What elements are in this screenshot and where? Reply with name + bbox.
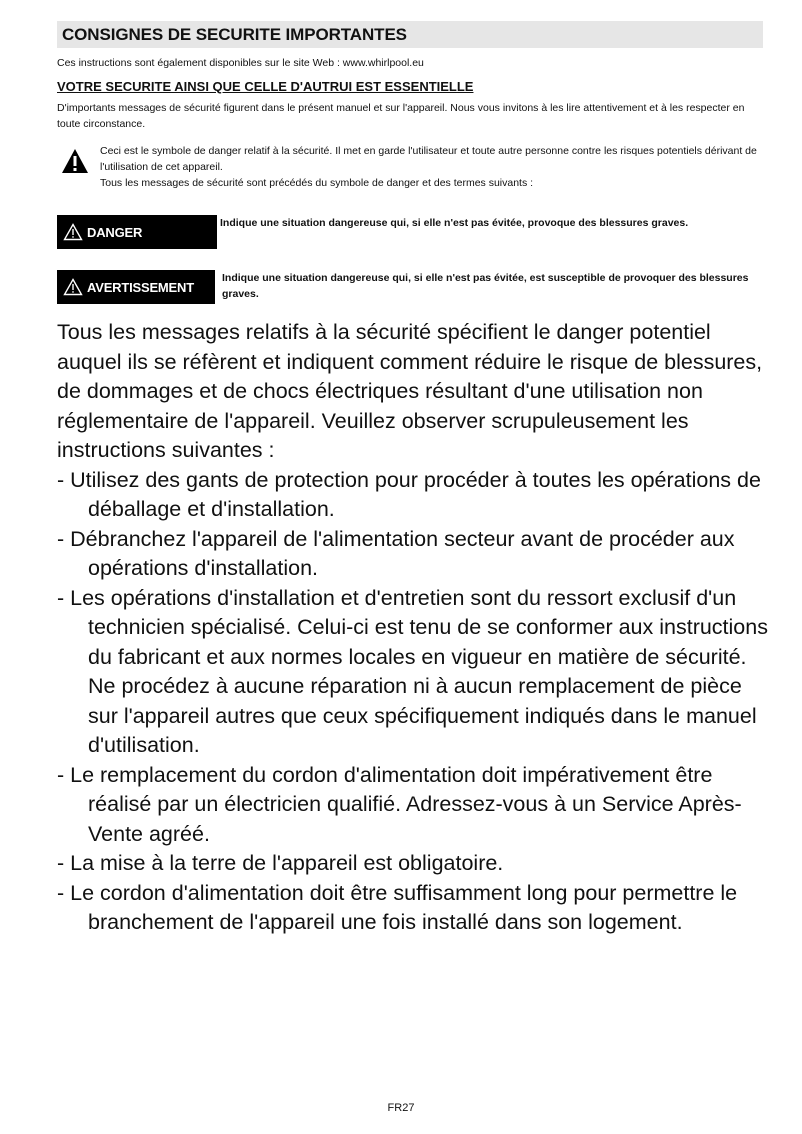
- warning-label: AVERTISSEMENT: [87, 279, 194, 295]
- warning-triangle-icon: [61, 147, 89, 175]
- warning-badge: [57, 270, 215, 304]
- instruction-item: - Utilisez des gants de protection pour procéder à toutes les opérations de déballage et d'installation.: [57, 467, 761, 521]
- instruction-item: - Débranchez l'appareil de l'alimentation secteur avant de procéder aux opérations d'installation.: [57, 526, 735, 580]
- intro-paragraph: D'importants messages de sécurité figurent dans le présent manuel et sur l'appareil. Nous vous invitons à les lire attentivement et à les respecter en toute circonstance.: [57, 102, 745, 130]
- symbol-description-line: Ceci est le symbole de danger relatif à la sécurité. Il met en garde l'utilisateur et toute autre personne contre les risques potentiels dérivant de l'utilisation de cet appareil.: [100, 145, 757, 173]
- page-title: CONSIGNES DE SECURITE IMPORTANTES: [62, 25, 407, 44]
- instruction-item: - La mise à la terre de l'appareil est obligatoire.: [57, 851, 504, 875]
- warning-triangle-icon: [63, 278, 83, 296]
- symbol-description-line: Tous les messages de sécurité sont précédés du symbole de danger et des termes suivants :: [100, 177, 534, 189]
- instruction-list: [57, 466, 777, 938]
- instruction-item: - Les opérations d'installation et d'entretien sont du ressort exclusif d'un technicien spécialisé. Celui-ci est tenu de se conformer aux instructions du fabricant et aux normes locales en vigueur en matière de sécurité. Ne procédez à aucune réparation ni à aucun remplacement de pièce sur l'appareil autres que ceux spécifiquement indiqués dans le manuel d'utilisation.: [57, 585, 768, 757]
- symbol-description: [100, 143, 770, 191]
- instructions-intro: Tous les messages relatifs à la sécurité spécifient le danger potentiel auquel ils se réfèrent et indiquent comment réduire le risque de blessures, de dommages et de chocs électriques résultant d'une utilisation non réglementaire de l'appareil. Veuillez observer scrupuleusement les instructions suivantes :: [57, 320, 763, 462]
- section-subtitle: VOTRE SECURITE AINSI QUE CELLE D'AUTRUI EST ESSENTIELLE: [57, 79, 474, 94]
- danger-symbol-explanation: [57, 143, 769, 193]
- warning-triangle-icon: [63, 223, 83, 241]
- instruction-item: - Le remplacement du cordon d'alimentation doit impérativement être réalisé par un électricien qualifié. Adressez-vous à un Service Après-Vente agréé.: [57, 762, 742, 846]
- danger-description: Indique une situation dangereuse qui, si elle n'est pas évitée, provoque des blessures graves.: [220, 217, 689, 229]
- page-number: FR27: [387, 1102, 415, 1114]
- header-bar: [57, 21, 763, 48]
- web-availability-note: Ces instructions sont également disponibles sur le site Web : www.whirlpool.eu: [57, 57, 424, 69]
- danger-badge: [57, 215, 217, 249]
- warning-description: Indique une situation dangereuse qui, si elle n'est pas évitée, est susceptible de provoquer des blessures graves.: [222, 272, 749, 300]
- instruction-item: - Le cordon d'alimentation doit être suffisamment long pour permettre le branchement de l'appareil une fois installé dans son logement.: [57, 880, 738, 934]
- danger-label: DANGER: [87, 224, 143, 240]
- safety-instructions: [57, 318, 777, 938]
